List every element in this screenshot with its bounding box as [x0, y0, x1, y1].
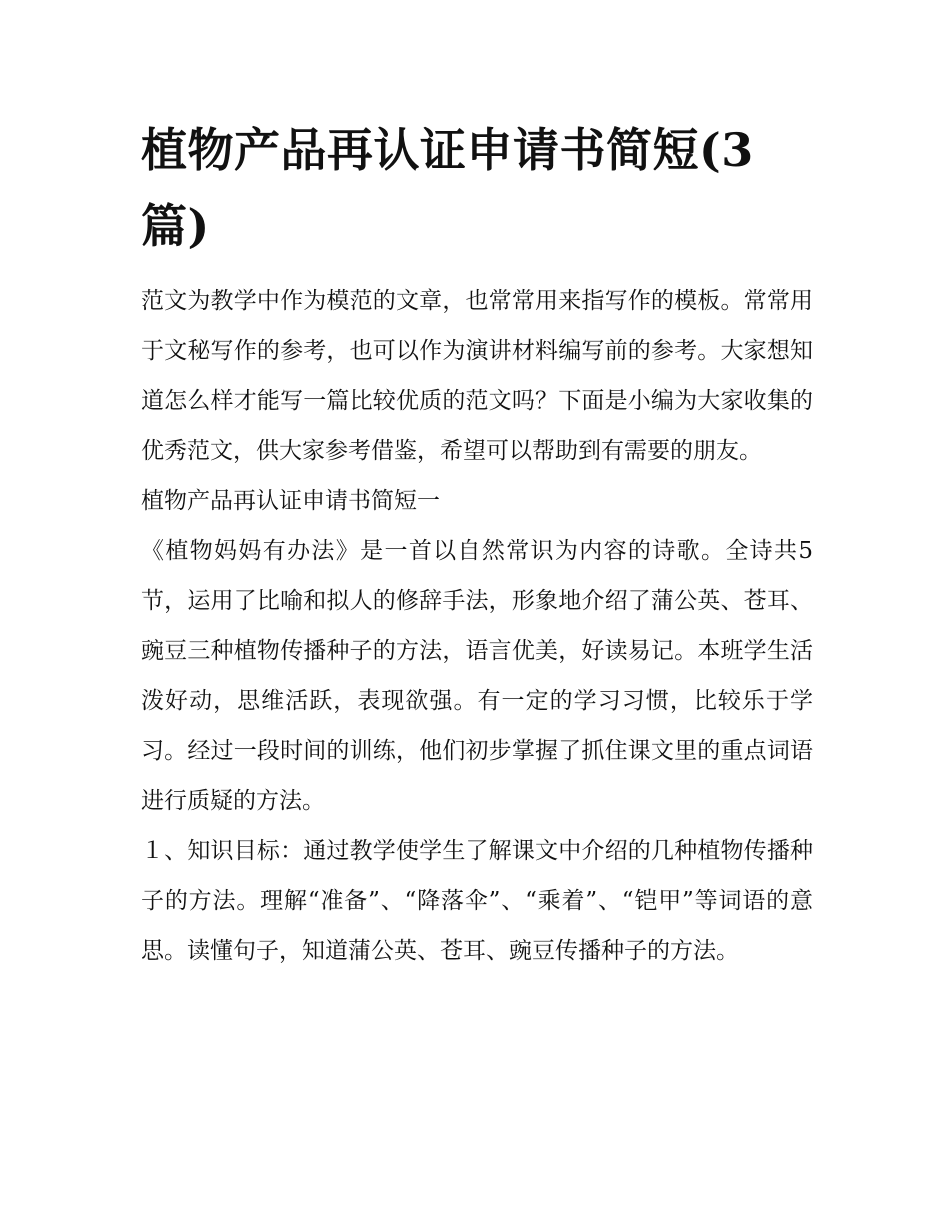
intro-paragraph: 范文为教学中作为模范的文章，也常常用来指写作的模板。常常用于文秘写作的参考，也可以作为演讲材料编写前的参考。大家想知道怎么样才能写一篇比较优质的范文吗？下面是小编为大家收集的优秀范文，供大家参考借鉴，希望可以帮助到有需要的朋友。 — [141, 288, 813, 464]
section-heading: 植物产品再认证申请书简短一 — [141, 488, 440, 514]
body-paragraph-1: 《植物妈妈有办法》是一首以自然常识为内容的诗歌。全诗共5节，运用了比喻和拟人的修辞手法，形象地介绍了蒲公英、苍耳、豌豆三种植物传播种子的方法，语言优美，好读易记。本班学生活泼好动，思维活跃，表现欲强。有一定的学习习惯，比较乐于学习。经过一段时间的训练，他们初步掌握了抓住课文里的重点词语进行质疑的方法。 — [141, 538, 813, 814]
document-body — [141, 112, 813, 976]
body-paragraph-2: １、知识目标：通过教学使学生了解课文中介绍的几种植物传播种子的方法。理解“准备”、“降落伞”、“乘着”、“铠甲”等词语的意思。读懂句子，知道蒲公英、苍耳、豌豆传播种子的方法。 — [141, 838, 813, 964]
document-title: 植物产品再认证申请书简短(3篇) — [141, 123, 754, 253]
